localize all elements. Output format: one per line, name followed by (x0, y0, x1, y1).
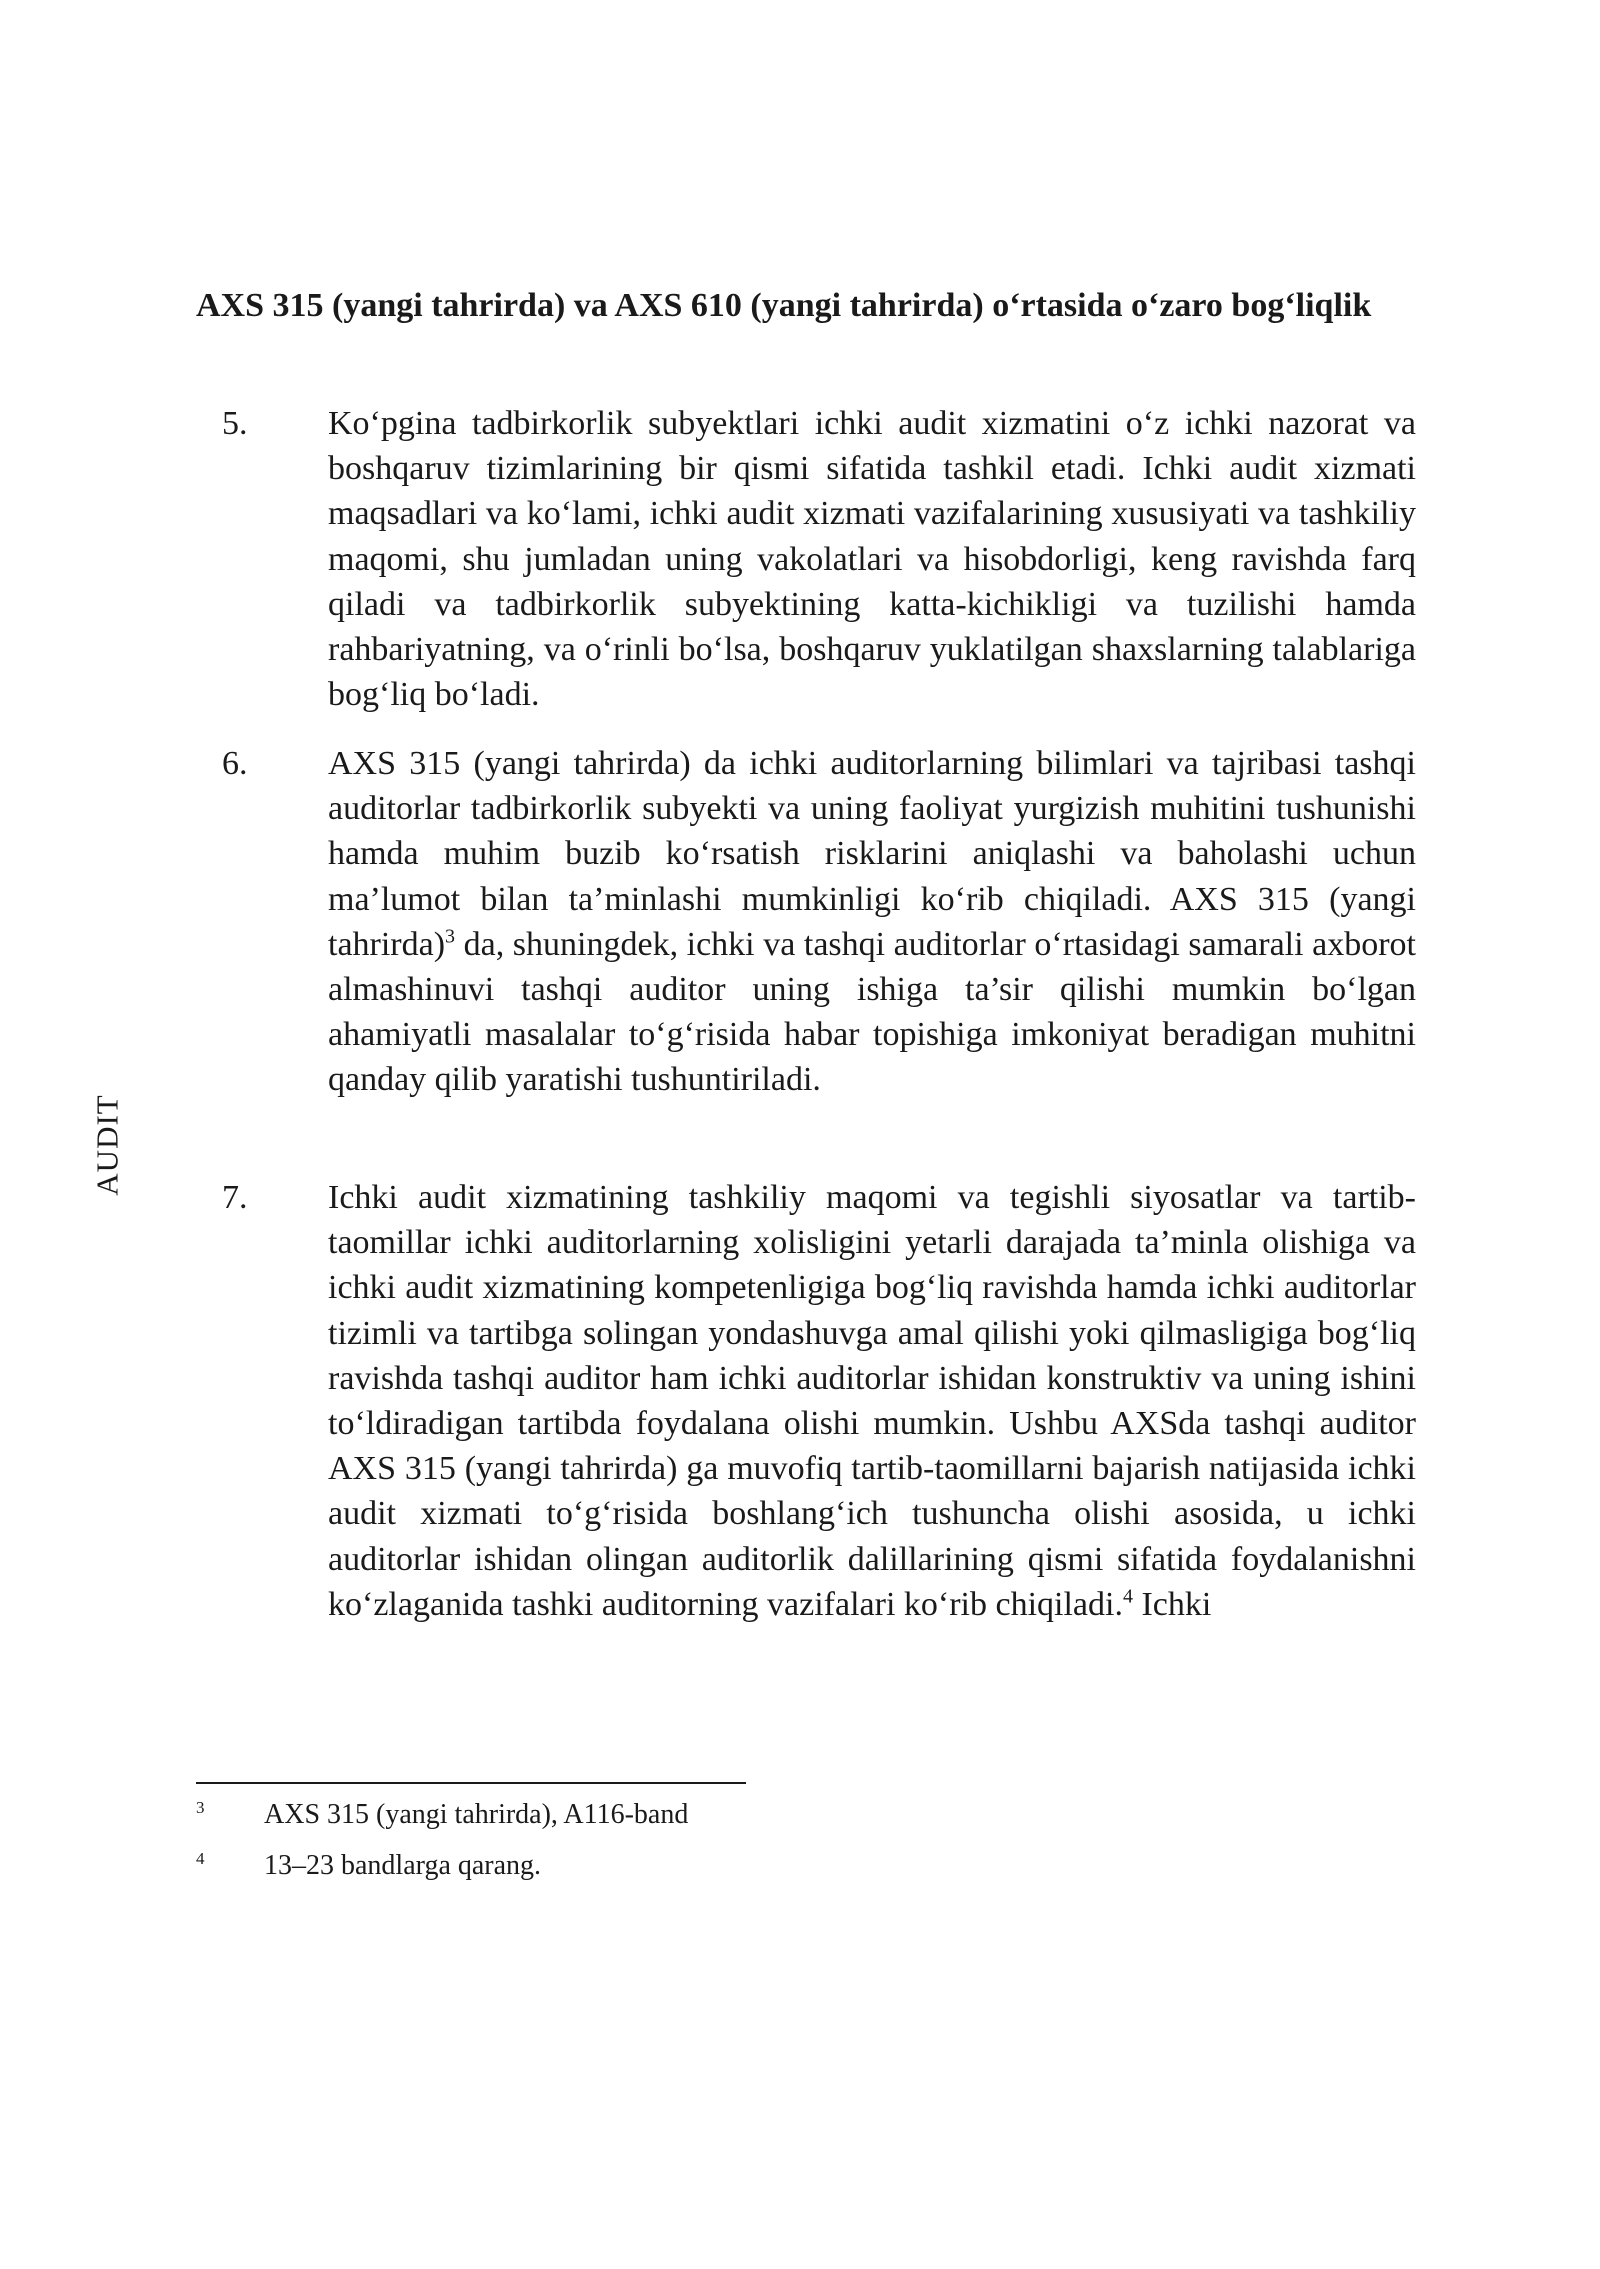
footnote-divider (196, 1782, 746, 1784)
paragraph-text (328, 741, 1416, 1103)
paragraph-text: Ko‘pgina tadbirkorlik subyektlari ichki audit xizmatini o‘z ichki nazorat va boshqaruv tizimlarining bir qismi sifatida tashkil etadi. Ichki audit xizmati maqsadlari va ko‘lami, ichki audit xizmati vazifalarining xususiyati va tashkiliy maqomi, shu jumladan uning vakolatlari va hisobdorligi, keng ravishda farq qiladi va tadbirkorlik subyektining katta-kichikligi va tuzilishi hamda rahbariyatning, va o‘rinli bo‘lsa, boshqaruv yuklatilgan shaxslarning talablariga bog‘liq bo‘ladi. (328, 405, 1416, 714)
footnote-3 (196, 1797, 1096, 1833)
paragraph-number: 5. (222, 405, 248, 442)
footnote-ref-3[interactable]: 3 (445, 925, 456, 948)
paragraph-text-part: da, shuningdek, ichki va tashqi auditorlar o‘rtasidagi samarali axborot almashinuvi tashqi auditor uning ishiga ta’sir qilishi mumkin bo‘lgan ahamiyatli masalalar to‘g‘risida habar topishiga imkoniyat beradigan muhitni qanday qilib yaratishi tushuntiriladi. (328, 925, 1416, 1099)
paragraph-text-part: AXS 315 (yangi tahrirda) da ichki auditorlarning bilimlari va tajribasi tashqi auditorlar tadbirkorlik subyekti va uning faoliyat yurgizish muhitini tushunishi hamda muhim buzib ko‘rsatish risklarini aniqlashi va baholashi uchun ma’lumot bilan ta’minlashi mumkinligi ko‘rib chiqiladi. AXS 315 (yangi tahrirda) (328, 745, 1416, 963)
paragraph-7 (222, 1175, 1416, 1627)
footnote-4 (196, 1848, 1096, 1884)
paragraph-number: 7. (222, 1179, 248, 1216)
paragraph-text-part: Ichki (1132, 1585, 1212, 1623)
footnote-ref-4[interactable]: 4 (1122, 1585, 1133, 1608)
footnote-number: 4 (196, 1849, 205, 1868)
section-heading: AXS 315 (yangi tahrirda) va AXS 610 (yangi tahrirda) o‘rtasida o‘zaro bog‘liqlik (196, 287, 1372, 324)
paragraph-6 (222, 741, 1416, 1103)
side-section-label-text: AUDIT (90, 1094, 126, 1196)
footnote-text: AXS 315 (yangi tahrirda), A116-band (264, 1799, 689, 1830)
footnote-number: 3 (196, 1798, 205, 1817)
paragraph-text (328, 1175, 1416, 1627)
paragraph-5 (222, 401, 1416, 717)
paragraph-text-part: Ichki audit xizmatining tashkiliy maqomi va tegishli siyosatlar va tartib-taomillar ichki auditorlarning xolisligini yetarli darajada ta’minla olishiga va ichki audit xizmatining kompetenligiga bog‘liq ravishda hamda ichki auditorlar tizimli va tartibga solingan yondashuvga amal qilishi yoki qilmasligiga bog‘liq ravishda tashqi auditor ham ichki auditorlar ishidan konstruktiv va uning ishini to‘ldiradigan tartibda foydalana olishi mumkin. Ushbu AXSda tashqi auditor AXS 315 (yangi tahrirda) ga muvofiq tartib-taomillarni bajarish natijasida ichki audit xizmati to‘g‘risida boshlang‘ich tushuncha olishi asosida, u ichki auditorlar ishidan olingan auditorlik dalillarining qismi sifatida foydalanishni ko‘zlaganida tashki auditorning vazifalari ko‘rib chiqiladi. (328, 1179, 1416, 1623)
paragraph-number: 6. (222, 745, 248, 782)
footnote-text: 13–23 bandlarga qarang. (264, 1850, 542, 1881)
side-section-label (88, 1090, 128, 1200)
